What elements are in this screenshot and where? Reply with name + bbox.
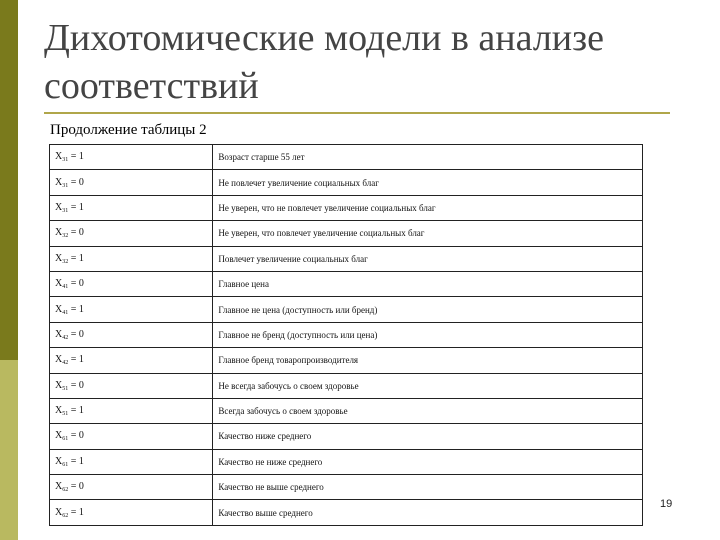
table-row xyxy=(50,449,643,474)
table-row xyxy=(50,170,643,195)
description-cell: Главное не цена (доступность или бренд) xyxy=(213,297,643,322)
decorative-sidebar-accent xyxy=(0,360,18,540)
variable-value: = 0 xyxy=(70,227,84,239)
variable-cell xyxy=(50,297,213,322)
variable-cell xyxy=(50,271,213,296)
description-cell: Качество ниже среднего xyxy=(213,424,643,449)
table-row xyxy=(50,348,643,373)
table-row xyxy=(50,195,643,220)
variable-name: $X_{41}$ xyxy=(55,278,69,291)
variable-index: 42 xyxy=(62,334,69,341)
description-cell: Возраст старше 55 лет xyxy=(213,145,643,170)
description-cell: Качество не выше среднего xyxy=(213,475,643,500)
description-cell: Качество не ниже среднего xyxy=(213,449,643,474)
variable-cell xyxy=(50,449,213,474)
table-caption: Продолжение таблицы 2 xyxy=(50,122,207,138)
slide-title: Дихотомические модели в анализе соответствий xyxy=(44,17,604,107)
variable-index: 51 xyxy=(62,411,69,418)
variable-value: = 1 xyxy=(70,303,84,315)
variable-index: 31 xyxy=(62,157,69,164)
table-row xyxy=(50,373,643,398)
variable-name: $X_{41}$ xyxy=(55,303,69,316)
variable-value: = 1 xyxy=(70,252,84,264)
variable-cell xyxy=(50,145,213,170)
variable-value: = 0 xyxy=(70,379,84,391)
variable-name: $X_{62}$ xyxy=(55,481,69,494)
table-row xyxy=(50,271,643,296)
variable-cell xyxy=(50,424,213,449)
variable-cell xyxy=(50,246,213,271)
variable-index: 61 xyxy=(62,436,69,443)
description-cell: Главное бренд товаропроизводителя xyxy=(213,348,643,373)
variable-index: 31 xyxy=(62,207,69,214)
description-cell: Главное не бренд (доступность или цена) xyxy=(213,322,643,347)
variable-value: = 1 xyxy=(70,506,84,518)
description-cell: Качество выше среднего xyxy=(213,500,643,525)
variable-value: = 1 xyxy=(70,201,84,213)
variable-index: 51 xyxy=(62,385,69,392)
description-cell: Не повлечет увеличение социальных благ xyxy=(213,170,643,195)
variable-cell xyxy=(50,195,213,220)
variable-value: = 0 xyxy=(70,430,84,442)
description-cell: Не всегда забочусь о своем здоровье xyxy=(213,373,643,398)
description-cell: Главное цена xyxy=(213,271,643,296)
table-row xyxy=(50,221,643,246)
variable-index: 32 xyxy=(62,258,69,265)
variable-cell xyxy=(50,500,213,525)
variable-cell xyxy=(50,475,213,500)
variable-name: $X_{42}$ xyxy=(55,354,69,367)
description-cell: Повлечет увеличение социальных благ xyxy=(213,246,643,271)
table-row xyxy=(50,500,643,525)
variable-cell xyxy=(50,221,213,246)
variable-value: = 0 xyxy=(70,278,84,290)
variable-index: 41 xyxy=(62,284,69,291)
variable-index: 62 xyxy=(62,512,69,519)
variable-value: = 1 xyxy=(70,405,84,417)
variable-value: = 0 xyxy=(70,176,84,188)
description-cell: Всегда забочусь о своем здоровье xyxy=(213,398,643,423)
table-row xyxy=(50,322,643,347)
variable-cell xyxy=(50,398,213,423)
table-row xyxy=(50,145,643,170)
table-row xyxy=(50,398,643,423)
variable-index: 62 xyxy=(62,487,69,494)
variable-index: 42 xyxy=(62,360,69,367)
table-row xyxy=(50,424,643,449)
variable-cell xyxy=(50,322,213,347)
variable-value: = 0 xyxy=(70,328,84,340)
variable-name: $X_{61}$ xyxy=(55,430,69,443)
variable-cell xyxy=(50,348,213,373)
variable-index: 61 xyxy=(62,461,69,468)
variable-name: $X_{51}$ xyxy=(55,405,69,418)
variable-value: = 0 xyxy=(70,481,84,493)
variable-name: $X_{31}$ xyxy=(55,176,69,189)
variable-name: $X_{62}$ xyxy=(55,506,69,519)
variable-name: $X_{32}$ xyxy=(55,227,69,240)
table-row xyxy=(50,297,643,322)
variable-value: = 1 xyxy=(70,354,84,366)
variable-index: 32 xyxy=(62,233,69,240)
title-divider xyxy=(44,112,670,114)
variable-name: $X_{32}$ xyxy=(55,252,69,265)
table-row xyxy=(50,246,643,271)
variable-name: $X_{42}$ xyxy=(55,328,69,341)
description-cell: Не уверен, что не повлечет увеличение социальных благ xyxy=(213,195,643,220)
variable-index: 41 xyxy=(62,309,69,316)
variable-name: $X_{31}$ xyxy=(55,201,69,214)
variables-table xyxy=(49,144,643,526)
variable-name: $X_{51}$ xyxy=(55,379,69,392)
variable-value: = 1 xyxy=(70,455,84,467)
description-cell: Не уверен, что повлечет увеличение социальных благ xyxy=(213,221,643,246)
variable-index: 31 xyxy=(62,182,69,189)
variable-name: $X_{61}$ xyxy=(55,455,69,468)
variable-name: $X_{31}$ xyxy=(55,151,69,164)
decorative-sidebar xyxy=(0,0,18,540)
variable-cell xyxy=(50,170,213,195)
variable-value: = 1 xyxy=(70,151,84,163)
table-row xyxy=(50,475,643,500)
page-number: 19 xyxy=(660,498,673,510)
variable-cell xyxy=(50,373,213,398)
